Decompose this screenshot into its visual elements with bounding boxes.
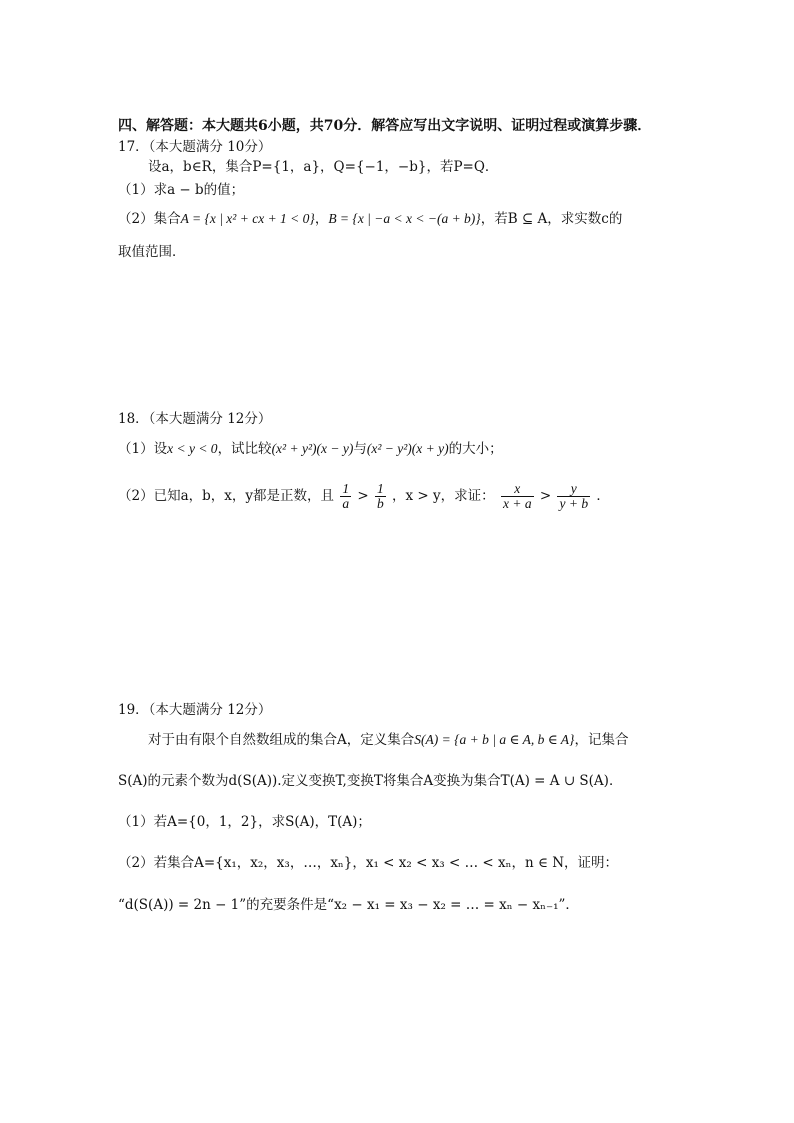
q17-header: 17．（本大题满分 10分） (118, 139, 272, 155)
greater-than-sign: > (357, 488, 369, 505)
fraction-numerator: 1 (376, 481, 384, 496)
q19-part2-continuation: “d(S(A)) = 2n − 1”的充要条件是“x₂ − x₁ = x₃ − x₂ = … = xₙ − xₙ₋₁”． (118, 897, 579, 913)
q17-part1: （1）求a − b的值； (118, 182, 245, 198)
q18-and-text: 与 (353, 441, 367, 457)
q19-line1 (148, 733, 628, 748)
q17-part2-sep: ， (314, 211, 329, 227)
fraction-denominator: y + b (559, 496, 589, 512)
q18-compare-text: ，试比较 (217, 441, 272, 457)
q18-end-mark: ． (596, 488, 610, 505)
q19-line1-tail: ，记集合 (574, 732, 629, 748)
section-heading: 四、解答题：本大题共6小题，共70分．解答应写出文字说明、证明过程或演算步骤． (118, 118, 652, 134)
q19-part1: （1）若A={0，1，2}，求S(A)，T(A)； (118, 814, 371, 830)
q18-part2-intro: （2）已知a，b，x，y都是正数，且 (118, 488, 335, 505)
q17-part2-ask: ，若B ⊆ A，求实数c的 (480, 211, 623, 227)
q18-condition: x < y < 0 (167, 441, 218, 456)
fraction-numerator: x (501, 482, 534, 497)
q17-setup: 设a，b∈R，集合P={1，a}，Q={−1，−b}，若P=Q． (148, 159, 499, 175)
q19-set-definition: S(A) = {a + b | a ∈ A, b ∈ A} (414, 732, 575, 747)
q17-set-b: B = {x | −a < x < −(a + b)} (328, 211, 481, 226)
fraction-y-over-y-plus-b (557, 482, 590, 511)
q18-header: 18．（本大题满分 12分） (118, 411, 272, 427)
q17-set-a: A = {x | x² + cx + 1 < 0} (180, 211, 315, 226)
q18-expression-2: (x² − y²)(x + y) (366, 441, 449, 456)
fraction-1-over-b (375, 482, 386, 511)
q17-part2-continuation: 取值范围． (118, 244, 186, 260)
q18-part1-intro: （1）设 (118, 441, 168, 457)
q17-part2-intro: （2）集合 (118, 211, 181, 227)
q18-part2-prove: ，x > y，求证： (392, 488, 495, 505)
q19-header: 19．（本大题满分 12分） (118, 702, 272, 718)
q17-part2 (118, 212, 622, 227)
fraction-numerator: 1 (342, 481, 350, 496)
fraction-1-over-a (340, 482, 351, 511)
q19-line1-intro: 对于由有限个自然数组成的集合A，定义集合 (148, 732, 415, 748)
fraction-denominator: a (342, 496, 350, 512)
q19-part2: （2）若集合A={x₁，x₂，x₃，…，xₙ}，x₁ < x₂ < x₃ < … < xₙ，n ∈ N，证明： (118, 855, 619, 871)
q19-line2: S(A)的元素个数为d(S(A)).定义变换T,变换T将集合A变换为集合T(A) = A ∪ S(A)． (118, 773, 623, 789)
q18-part1 (118, 442, 503, 457)
fraction-denominator: b (376, 496, 384, 512)
q18-expression-1: (x² + y²)(x − y) (271, 441, 354, 456)
fraction-numerator: y (557, 482, 590, 497)
fraction-denominator: x + a (502, 496, 532, 512)
q18-part2 (118, 482, 610, 511)
q18-size-text: 的大小； (448, 441, 503, 457)
fraction-x-over-x-plus-a (501, 482, 534, 511)
greater-than-sign: > (539, 488, 552, 505)
